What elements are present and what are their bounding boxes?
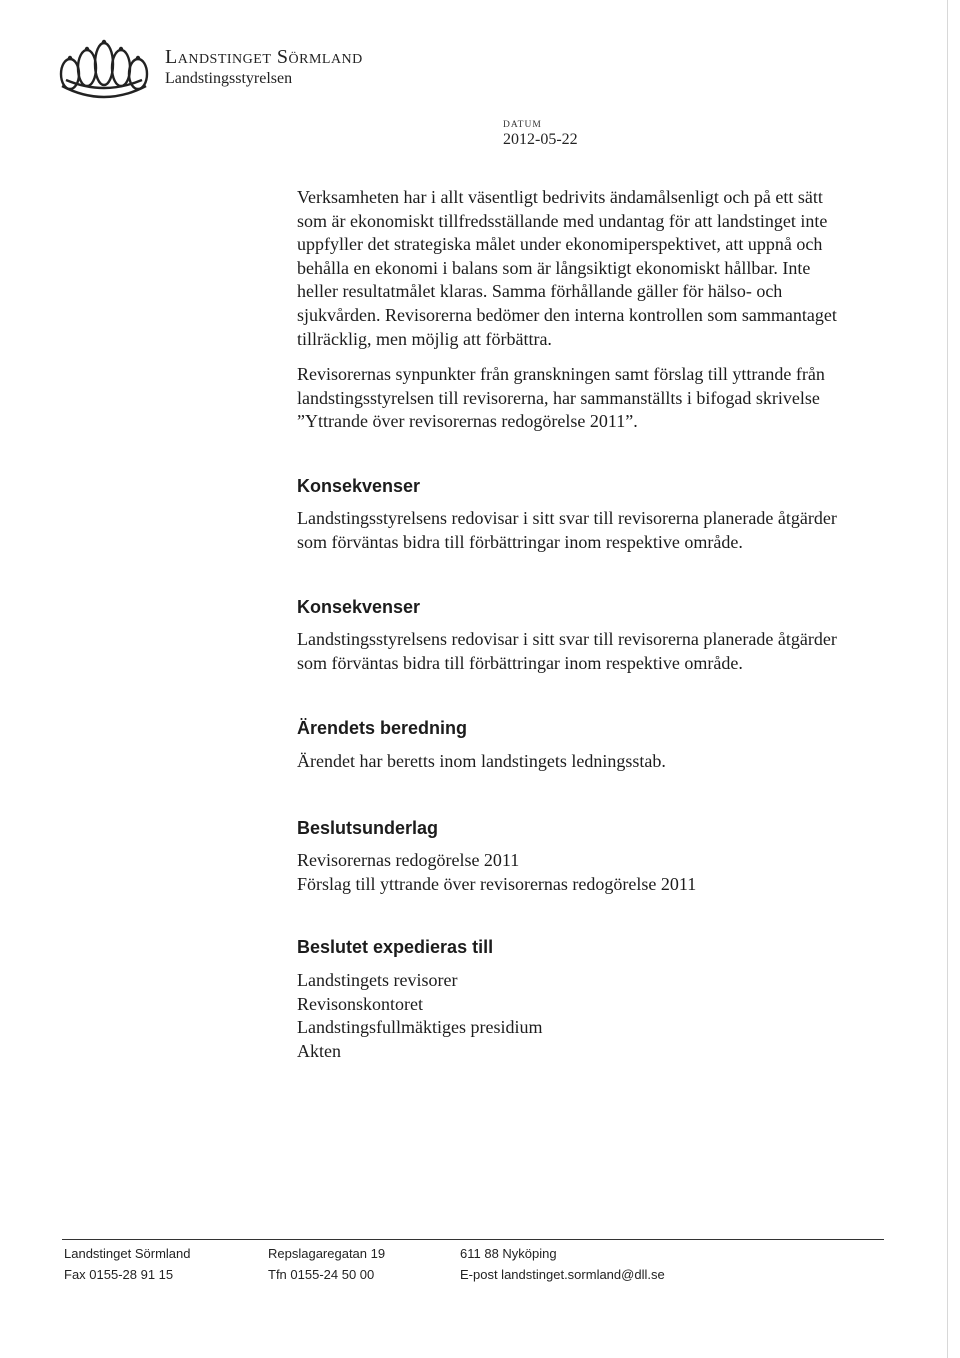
date-value: 2012-05-22 — [503, 131, 578, 148]
organization-name: Landstinget Sörmland — [165, 46, 363, 68]
section-heading-beslutet-expedieras-till: Beslutet expedieras till — [297, 937, 494, 957]
footer-street-address: Repslagaregatan 19 — [268, 1246, 386, 1261]
section-text-konsekvenser-2 — [297, 628, 887, 675]
paragraph-line: uppfyller det strategiska målet under ekonomiperspektivet, att uppnå och — [297, 234, 823, 255]
section-text-arendets-beredning — [297, 750, 887, 774]
paragraph-line: som förväntas bidra till förbättringar inom respektive område. — [297, 652, 743, 673]
section-text-beslutet-expedieras-till — [297, 969, 887, 1063]
scan-margin-line — [947, 0, 948, 1358]
paragraph-line: landstingsstyrelsen till revisorerna, har sammanställts i bifogad skrivelse — [297, 387, 820, 408]
list-item: Akten — [297, 1040, 341, 1061]
section-heading-konsekvenser: Konsekvenser — [297, 476, 421, 496]
paragraph-line: Ärendet har beretts inom landstingets ledningsstab. — [297, 751, 666, 771]
footer-email: E-post landstinget.sormland@dll.se — [460, 1267, 665, 1282]
paragraph-line: som förväntas bidra till förbättringar inom respektive område. — [297, 531, 743, 552]
section-text-beslutsunderlag — [297, 849, 887, 896]
paragraph-line: Verksamheten har i allt väsentligt bedrivits ändamålsenligt och på ett sätt — [297, 187, 823, 207]
paragraph-line: heller resultatmålet klaras. Samma förhållande gäller för hälso- och — [297, 281, 783, 302]
list-item: Revisonskontoret — [297, 993, 423, 1014]
footer-fax: Fax 0155-28 91 15 — [64, 1267, 174, 1282]
paragraph-line: ”Yttrande över revisorernas redogörelse 2011”. — [297, 411, 638, 432]
list-item: Landstingets revisorer — [297, 970, 458, 990]
paragraph-revisorernas-synpunkter — [297, 363, 887, 434]
landstinget-crown-logo — [56, 36, 152, 100]
paragraph-line: Revisorernas synpunkter från granskningen samt förslag till yttrande från — [297, 364, 825, 384]
paragraph-verksamheten — [297, 186, 887, 351]
list-item: Revisorernas redogörelse 2011 — [297, 850, 520, 870]
organization-department: Landstingsstyrelsen — [165, 70, 293, 87]
section-heading-beslutsunderlag: Beslutsunderlag — [297, 818, 439, 838]
list-item: Förslag till yttrande över revisorernas redogörelse 2011 — [297, 873, 697, 894]
list-item: Landstingsfullmäktiges presidium — [297, 1017, 543, 1038]
paragraph-line: Landstingsstyrelsens redovisar i sitt svar till revisorerna planerade åtgärder — [297, 629, 837, 649]
footer-divider — [62, 1239, 884, 1240]
paragraph-line: behålla en ekonomi i balans som är långsiktigt ekonomiskt hållbar. Inte — [297, 257, 811, 278]
footer-postal-address: 611 88 Nyköping — [460, 1246, 557, 1261]
paragraph-line: som är ekonomiskt tillfredsställande med undantag för att landstinget inte — [297, 210, 828, 231]
paragraph-line: sjukvården. Revisorerna bedömer den interna kontrollen som sammantaget — [297, 304, 837, 325]
footer-phone: Tfn 0155-24 50 00 — [268, 1267, 375, 1282]
date-label: DATUM — [503, 120, 542, 130]
paragraph-line: Landstingsstyrelsens redovisar i sitt svar till revisorerna planerade åtgärder — [297, 508, 837, 528]
section-heading-konsekvenser-2: Konsekvenser — [297, 597, 421, 617]
paragraph-line: tillräcklig, men möjlig att förbättra. — [297, 328, 552, 349]
section-heading-arendets-beredning: Ärendets beredning — [297, 718, 468, 738]
section-text-konsekvenser — [297, 507, 887, 554]
footer-org-name: Landstinget Sörmland — [64, 1246, 191, 1261]
